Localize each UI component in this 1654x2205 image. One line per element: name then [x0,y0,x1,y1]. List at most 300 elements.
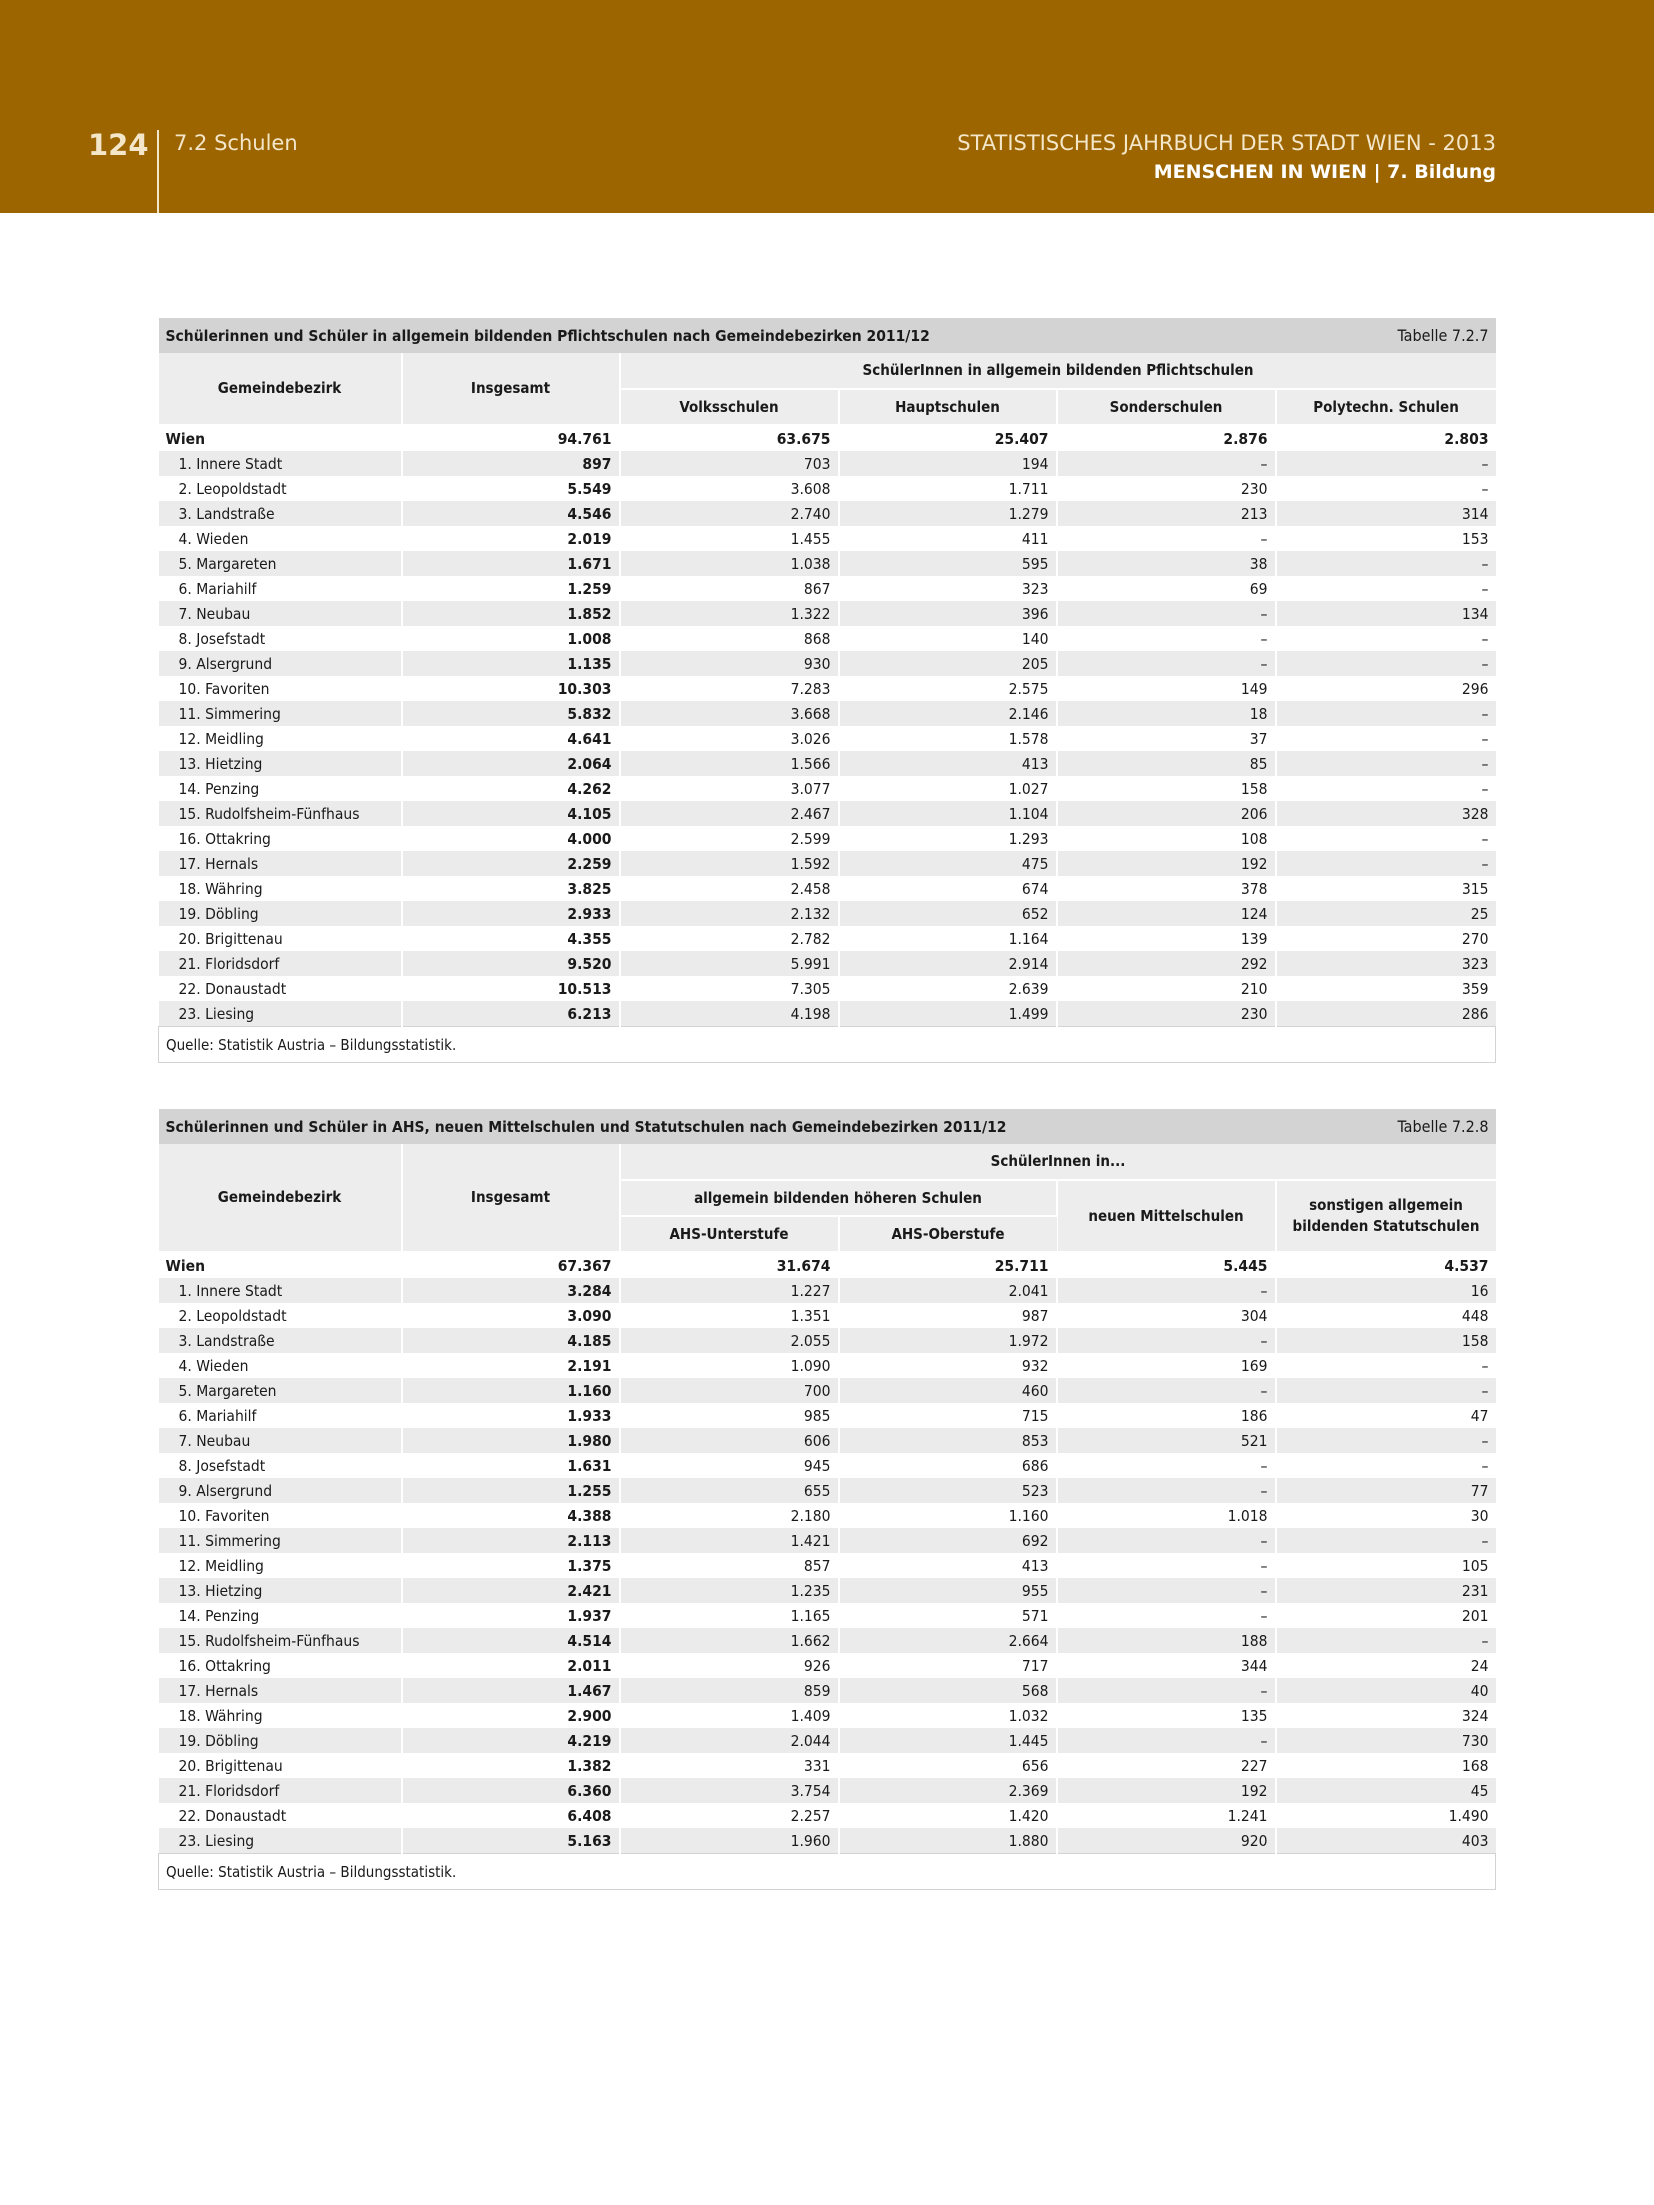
value-cell: – [1057,601,1276,626]
value-cell: 378 [1057,876,1276,901]
district-name-cell: 1. Innere Stadt [159,451,402,476]
total-cell: 10.303 [402,676,620,701]
col-header-statutschulen [1276,1180,1496,1252]
table-row [159,1728,1496,1753]
value-cell: 315 [1276,876,1496,901]
value-cell: 595 [839,551,1057,576]
value-cell: 206 [1057,801,1276,826]
value-cell: 1.566 [620,751,839,776]
total-cell: 1.008 [402,626,620,651]
value-cell: 108 [1057,826,1276,851]
table-row [159,1478,1496,1503]
value-cell: 296 [1276,676,1496,701]
value-cell: 7.283 [620,676,839,701]
value-cell: – [1057,1528,1276,1553]
total-cell: 4.105 [402,801,620,826]
total-cell: 3.825 [402,876,620,901]
total-cell: 2.113 [402,1528,620,1553]
value-cell: 3.754 [620,1778,839,1803]
value-cell: 134 [1276,601,1496,626]
total-cell: 5.163 [402,1828,620,1854]
value-cell: 5.445 [1057,1252,1276,1278]
table-row [159,701,1496,726]
district-name-cell: 16. Ottakring [159,826,402,851]
district-name-cell: 17. Hernals [159,851,402,876]
district-name-cell: 14. Penzing [159,1603,402,1628]
total-cell: 67.367 [402,1252,620,1278]
value-cell: 1.164 [839,926,1057,951]
table-row [159,1778,1496,1803]
table-row [159,1378,1496,1403]
value-cell: 2.740 [620,501,839,526]
value-cell: 30 [1276,1503,1496,1528]
value-cell: 359 [1276,976,1496,1001]
value-cell: 1.592 [620,851,839,876]
value-cell: 460 [839,1378,1057,1403]
value-cell: 945 [620,1453,839,1478]
table-row [159,951,1496,976]
table-body [159,425,1496,1027]
value-cell: 2.041 [839,1278,1057,1303]
col-header-volksschulen: Volksschulen [620,389,839,425]
value-cell: 230 [1057,1001,1276,1027]
value-cell: – [1057,1553,1276,1578]
value-cell: – [1276,1428,1496,1453]
district-name-cell: 5. Margareten [159,1378,402,1403]
total-cell: 3.284 [402,1278,620,1303]
value-cell: 2.664 [839,1628,1057,1653]
value-cell: 1.235 [620,1578,839,1603]
district-name-cell: 11. Simmering [159,1528,402,1553]
value-cell: 168 [1276,1753,1496,1778]
chapter-title: MENSCHEN IN WIEN | 7. Bildung [1153,161,1496,183]
total-cell: 3.090 [402,1303,620,1328]
value-cell: 1.241 [1057,1803,1276,1828]
value-cell: 2.369 [839,1778,1057,1803]
district-name-cell: 9. Alsergrund [159,651,402,676]
value-cell: 18 [1057,701,1276,726]
total-cell: 2.259 [402,851,620,876]
source-note: Quelle: Statistik Austria – Bildungsstatistik. [159,1854,1496,1890]
col-header-polytechn: Polytechn. Schulen [1276,389,1496,425]
value-cell: – [1057,1603,1276,1628]
value-cell: 314 [1276,501,1496,526]
statut-header-line1: sonstigen allgemein [1309,1196,1463,1214]
total-cell: 1.382 [402,1753,620,1778]
district-name-cell: 5. Margareten [159,551,402,576]
district-name-cell: 14. Penzing [159,776,402,801]
value-cell: 210 [1057,976,1276,1001]
value-cell: 331 [620,1753,839,1778]
col-header-district: Gemeindebezirk [159,353,402,425]
value-cell: 4.198 [620,1001,839,1027]
value-cell: 674 [839,876,1057,901]
table-title: Schülerinnen und Schüler in allgemein bildenden Pflichtschulen nach Gemeindebezirken 2011/12 [159,318,1276,353]
table-row [159,576,1496,601]
total-cell: 1.980 [402,1428,620,1453]
value-cell: – [1057,626,1276,651]
total-cell: 2.191 [402,1353,620,1378]
district-name-cell: 15. Rudolfsheim-Fünfhaus [159,1628,402,1653]
table-row [159,976,1496,1001]
value-cell: 523 [839,1478,1057,1503]
total-cell: 1.933 [402,1403,620,1428]
table-row [159,1753,1496,1778]
total-cell: 4.000 [402,826,620,851]
district-name-cell: 21. Floridsdorf [159,951,402,976]
col-header-total: Insgesamt [402,353,620,425]
value-cell: 323 [839,576,1057,601]
source-note: Quelle: Statistik Austria – Bildungsstatistik. [159,1027,1496,1063]
value-cell: 396 [839,601,1057,626]
value-cell: 158 [1057,776,1276,801]
total-cell: 4.262 [402,776,620,801]
value-cell: 932 [839,1353,1057,1378]
table-row-total [159,425,1496,451]
table-caption-row [159,318,1496,353]
value-cell: 413 [839,1553,1057,1578]
table-row [159,1428,1496,1453]
statut-header-line2: bildenden Statutschulen [1292,1217,1480,1235]
total-cell: 1.671 [402,551,620,576]
value-cell: 69 [1057,576,1276,601]
value-cell: 717 [839,1653,1057,1678]
value-cell: 1.104 [839,801,1057,826]
value-cell: 692 [839,1528,1057,1553]
total-cell: 5.832 [402,701,620,726]
total-cell: 5.549 [402,476,620,501]
table-row [159,1628,1496,1653]
district-name-cell: 13. Hietzing [159,751,402,776]
total-cell: 4.185 [402,1328,620,1353]
value-cell: 1.578 [839,726,1057,751]
table-row [159,901,1496,926]
total-cell: 1.135 [402,651,620,676]
value-cell: – [1276,1628,1496,1653]
col-header-district: Gemeindebezirk [159,1144,402,1252]
value-cell: 1.490 [1276,1803,1496,1828]
district-name-cell: 7. Neubau [159,601,402,626]
value-cell: 124 [1057,901,1276,926]
value-cell: – [1276,751,1496,776]
value-cell: 192 [1057,851,1276,876]
table-row [159,1603,1496,1628]
table-number: Tabelle 7.2.8 [1276,1109,1496,1144]
value-cell: 328 [1276,801,1496,826]
table-row [159,876,1496,901]
value-cell: 205 [839,651,1057,676]
total-cell: 4.514 [402,1628,620,1653]
value-cell: 857 [620,1553,839,1578]
table-row [159,1578,1496,1603]
value-cell: 37 [1057,726,1276,751]
value-cell: 47 [1276,1403,1496,1428]
total-cell: 4.388 [402,1503,620,1528]
table-row [159,1803,1496,1828]
table-row [159,501,1496,526]
district-name-cell: 19. Döbling [159,901,402,926]
district-name-cell: 9. Alsergrund [159,1478,402,1503]
value-cell: 1.662 [620,1628,839,1653]
value-cell: 411 [839,526,1057,551]
table-row [159,626,1496,651]
table-row-total [159,1252,1496,1278]
value-cell: 77 [1276,1478,1496,1503]
total-cell: 2.064 [402,751,620,776]
district-name-cell: 2. Leopoldstadt [159,1303,402,1328]
total-cell: 4.641 [402,726,620,751]
table-row [159,926,1496,951]
col-header-total: Insgesamt [402,1144,620,1252]
value-cell: 7.305 [620,976,839,1001]
value-cell: 1.711 [839,476,1057,501]
table-row [159,451,1496,476]
district-name-cell: 6. Mariahilf [159,1403,402,1428]
value-cell: 930 [620,651,839,676]
value-cell: – [1057,526,1276,551]
value-cell: – [1276,1378,1496,1403]
col-header-hauptschulen: Hauptschulen [839,389,1057,425]
table-row [159,1553,1496,1578]
value-cell: – [1276,476,1496,501]
table-caption-row [159,1109,1496,1144]
value-cell: 987 [839,1303,1057,1328]
value-cell: 186 [1057,1403,1276,1428]
district-name-cell: 19. Döbling [159,1728,402,1753]
value-cell: – [1276,551,1496,576]
value-cell: 1.227 [620,1278,839,1303]
value-cell: 5.991 [620,951,839,976]
value-cell: – [1057,1378,1276,1403]
table-row [159,726,1496,751]
value-cell: 4.537 [1276,1252,1496,1278]
district-name-cell: 18. Währing [159,1703,402,1728]
table-ahs-nms [158,1109,1496,1890]
value-cell: – [1276,851,1496,876]
value-cell: 655 [620,1478,839,1503]
district-name-cell: 17. Hernals [159,1678,402,1703]
value-cell: 2.044 [620,1728,839,1753]
col-header-ahs-oberstufe: AHS-Oberstufe [839,1216,1057,1252]
district-name-cell: 10. Favoriten [159,1503,402,1528]
table-row [159,1678,1496,1703]
value-cell: 344 [1057,1653,1276,1678]
district-name-cell: 4. Wieden [159,526,402,551]
district-name-cell: 20. Brigittenau [159,926,402,951]
total-cell: 6.408 [402,1803,620,1828]
value-cell: 227 [1057,1753,1276,1778]
value-cell: – [1276,701,1496,726]
value-cell: 2.639 [839,976,1057,1001]
value-cell: 2.257 [620,1803,839,1828]
header-separator [157,130,159,213]
value-cell: 2.132 [620,901,839,926]
total-cell: 897 [402,451,620,476]
table-row [159,1328,1496,1353]
table-row [159,1001,1496,1027]
district-name-cell: 10. Favoriten [159,676,402,701]
value-cell: – [1057,651,1276,676]
value-cell: 1.499 [839,1001,1057,1027]
value-cell: 867 [620,576,839,601]
district-name-cell: 23. Liesing [159,1001,402,1027]
value-cell: 1.972 [839,1328,1057,1353]
total-cell: 1.160 [402,1378,620,1403]
value-cell: 568 [839,1678,1057,1703]
value-cell: – [1276,826,1496,851]
value-cell: 1.409 [620,1703,839,1728]
table-row [159,1403,1496,1428]
value-cell: 1.880 [839,1828,1057,1854]
value-cell: 139 [1057,926,1276,951]
total-cell: 1.375 [402,1553,620,1578]
value-cell: 2.146 [839,701,1057,726]
table-row [159,1353,1496,1378]
value-cell: 955 [839,1578,1057,1603]
value-cell: – [1276,451,1496,476]
value-cell: 153 [1276,526,1496,551]
total-cell: 2.019 [402,526,620,551]
value-cell: 2.803 [1276,425,1496,451]
total-cell: 1.937 [402,1603,620,1628]
value-cell: 2.914 [839,951,1057,976]
col-header-ahs-group: allgemein bildenden höheren Schulen [620,1180,1057,1216]
value-cell: 1.293 [839,826,1057,851]
value-cell: – [1276,651,1496,676]
table-row [159,601,1496,626]
district-name-cell: 8. Josefstadt [159,1453,402,1478]
value-cell: 1.322 [620,601,839,626]
value-cell: 3.077 [620,776,839,801]
total-cell: 1.852 [402,601,620,626]
value-cell: – [1057,1578,1276,1603]
value-cell: 38 [1057,551,1276,576]
table-row [159,676,1496,701]
value-cell: 403 [1276,1828,1496,1854]
total-cell: 2.421 [402,1578,620,1603]
value-cell: 270 [1276,926,1496,951]
district-name-cell: 7. Neubau [159,1428,402,1453]
value-cell: 2.782 [620,926,839,951]
value-cell: 1.018 [1057,1503,1276,1528]
value-cell: 2.599 [620,826,839,851]
table-number: Tabelle 7.2.7 [1276,318,1496,353]
table-row [159,526,1496,551]
district-name-cell: Wien [159,1252,402,1278]
district-name-cell: 18. Währing [159,876,402,901]
header-band [0,0,1654,213]
table-row [159,751,1496,776]
total-cell: 1.467 [402,1678,620,1703]
value-cell: 1.038 [620,551,839,576]
value-cell: 521 [1057,1428,1276,1453]
district-name-cell: 22. Donaustadt [159,976,402,1001]
value-cell: 2.180 [620,1503,839,1528]
district-name-cell: 12. Meidling [159,1553,402,1578]
district-name-cell: 13. Hietzing [159,1578,402,1603]
value-cell: 1.090 [620,1353,839,1378]
table-row [159,1828,1496,1854]
table-row [159,1453,1496,1478]
district-name-cell: 12. Meidling [159,726,402,751]
table-row [159,1503,1496,1528]
value-cell: 286 [1276,1001,1496,1027]
district-name-cell: 11. Simmering [159,701,402,726]
value-cell: 448 [1276,1303,1496,1328]
district-name-cell: 22. Donaustadt [159,1803,402,1828]
value-cell: – [1057,1453,1276,1478]
table-title: Schülerinnen und Schüler in AHS, neuen Mittelschulen und Statutschulen nach Gemeindebezirken 2011/12 [159,1109,1276,1144]
table-row [159,476,1496,501]
value-cell: 2.575 [839,676,1057,701]
value-cell: – [1276,1353,1496,1378]
group-header: SchülerInnen in allgemein bildenden Pflichtschulen [620,353,1496,389]
value-cell: 730 [1276,1728,1496,1753]
district-name-cell: 4. Wieden [159,1353,402,1378]
value-cell: – [1057,1328,1276,1353]
value-cell: 868 [620,626,839,651]
col-header-ahs-unterstufe: AHS-Unterstufe [620,1216,839,1252]
value-cell: – [1057,451,1276,476]
value-cell: 926 [620,1653,839,1678]
value-cell: – [1276,576,1496,601]
district-name-cell: 2. Leopoldstadt [159,476,402,501]
value-cell: 1.160 [839,1503,1057,1528]
value-cell: 700 [620,1378,839,1403]
district-name-cell: 1. Innere Stadt [159,1278,402,1303]
value-cell: 140 [839,626,1057,651]
value-cell: 3.668 [620,701,839,726]
value-cell: 656 [839,1753,1057,1778]
total-cell: 4.546 [402,501,620,526]
table-row [159,551,1496,576]
value-cell: 413 [839,751,1057,776]
district-name-cell: 3. Landstraße [159,501,402,526]
value-cell: 853 [839,1428,1057,1453]
value-cell: 571 [839,1603,1057,1628]
value-cell: 475 [839,851,1057,876]
district-name-cell: 6. Mariahilf [159,576,402,601]
page-number: 124 [88,128,149,162]
total-cell: 6.360 [402,1778,620,1803]
table-row [159,776,1496,801]
total-cell: 4.355 [402,926,620,951]
group-header: SchülerInnen in... [620,1144,1496,1180]
source-row [159,1854,1496,1890]
value-cell: 606 [620,1428,839,1453]
value-cell: – [1276,776,1496,801]
value-cell: 158 [1276,1328,1496,1353]
col-header-nms: neuen Mittelschulen [1057,1180,1276,1252]
value-cell: 194 [839,451,1057,476]
table-body [159,1252,1496,1854]
value-cell: 2.467 [620,801,839,826]
total-cell: 1.631 [402,1453,620,1478]
table-row [159,1703,1496,1728]
value-cell: – [1276,1453,1496,1478]
district-name-cell: Wien [159,425,402,451]
table-row [159,1278,1496,1303]
value-cell: 1.027 [839,776,1057,801]
value-cell: 25.711 [839,1252,1057,1278]
value-cell: 25 [1276,901,1496,926]
value-cell: – [1276,626,1496,651]
table-row [159,651,1496,676]
total-cell: 10.513 [402,976,620,1001]
value-cell: 920 [1057,1828,1276,1854]
value-cell: 859 [620,1678,839,1703]
value-cell: – [1057,1678,1276,1703]
